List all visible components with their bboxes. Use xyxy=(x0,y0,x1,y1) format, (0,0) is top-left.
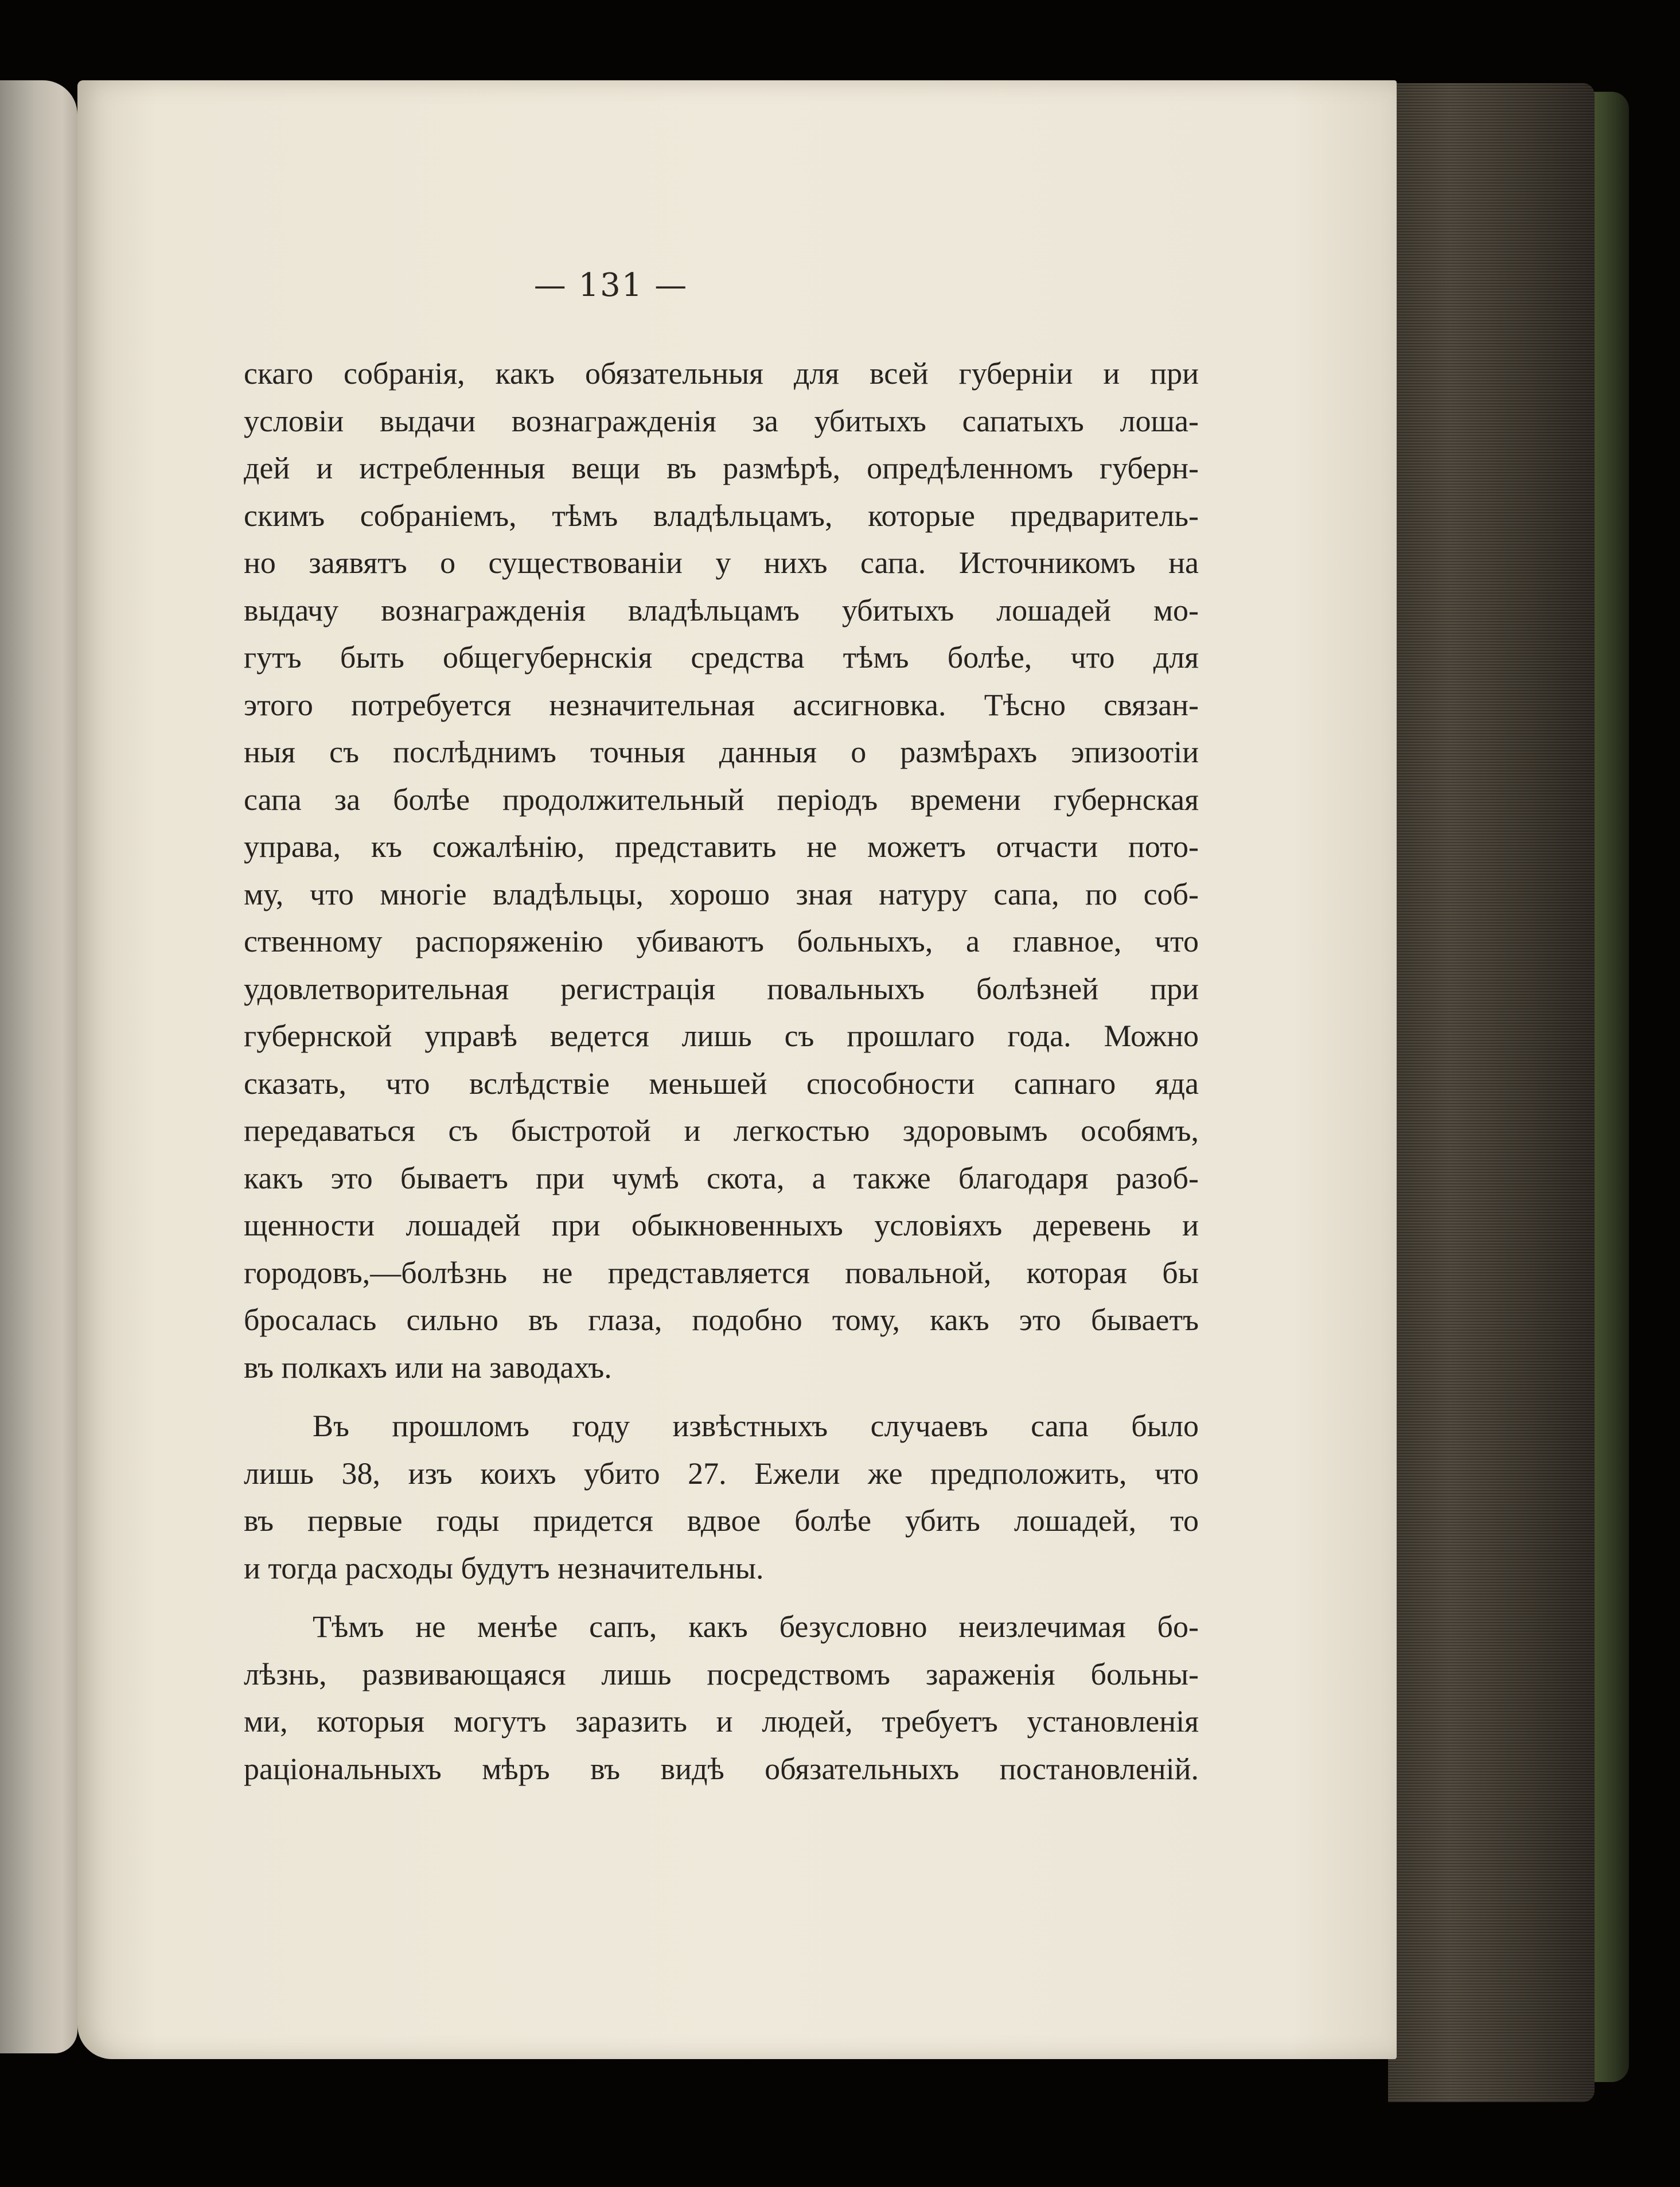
text-line: и тогда расходы будутъ незначительны. xyxy=(244,1550,764,1585)
text-line: этого потребуется незначительная ассигновка. Тѣсно связан- xyxy=(244,687,1199,722)
text-line: щенности лошадей при обыкновенныхъ условіяхъ деревень и xyxy=(244,1208,1199,1242)
text-line: лишь 38, изъ коихъ убито 27. Ежели же предположить, что xyxy=(244,1456,1199,1491)
text-line: губернской управѣ ведется лишь съ прошлаго года. Можно xyxy=(244,1019,1199,1053)
text-line: Тѣмъ не менѣе сапъ, какъ безусловно неизлечимая бо- xyxy=(313,1609,1199,1644)
text-line: городовъ,—болѣзнь не представляется повальной, которая бы xyxy=(244,1255,1199,1290)
text-line: скаго собранія, какъ обязательныя для всей губерніи и при xyxy=(244,356,1199,391)
text-line: сказать, что вслѣдствіе меньшей способности сапнаго яда xyxy=(244,1066,1199,1101)
paragraph-3 xyxy=(244,1603,1199,1792)
text-line: скимъ собраніемъ, тѣмъ владѣльцамъ, которые предваритель- xyxy=(244,498,1199,533)
text-line: удовлетворительная регистрація повальныхъ болѣзней при xyxy=(244,971,1199,1006)
text-line: Въ прошломъ году извѣстныхъ случаевъ сапа было xyxy=(313,1409,1199,1443)
text-line: ми, которыя могутъ заразить и людей, требуетъ установленія xyxy=(244,1704,1199,1738)
text-line: ственному распоряженію убиваютъ больныхъ, а главное, что xyxy=(244,924,1199,958)
text-line: лѣзнь, развивающаяся лишь посредствомъ зараженія больны- xyxy=(244,1656,1199,1691)
text-line: условіи выдачи вознагражденія за убитыхъ сапатыхъ лоша- xyxy=(244,403,1199,438)
text-line: но заявятъ о существованіи у нихъ сапа. Источникомъ на xyxy=(244,545,1199,580)
text-line: передаваться съ быстротой и легкостью здоровымъ особямъ, xyxy=(244,1113,1199,1148)
paragraph-1 xyxy=(244,350,1199,1391)
text-line: въ первые годы придется вдвое болѣе убить лошадей, то xyxy=(244,1503,1199,1538)
text-line: выдачу вознагражденія владѣльцамъ убитыхъ лошадей мо- xyxy=(244,592,1199,627)
previous-page-edge xyxy=(0,80,77,2053)
text-line: управа, къ сожалѣнію, представить не можетъ отчасти пото- xyxy=(244,829,1199,864)
text-line: му, что многіе владѣльцы, хорошо зная натуру сапа, по соб- xyxy=(244,876,1199,911)
text-line: бросалась сильно въ глаза, подобно тому, какъ это бываетъ xyxy=(244,1303,1199,1337)
text-line: сапа за болѣе продолжительный періодъ времени губернская xyxy=(244,782,1199,817)
text-line: какъ это бываетъ при чумѣ скота, а также благодаря разоб- xyxy=(244,1160,1199,1195)
text-line: дей и истребленныя вещи въ размѣрѣ, опредѣленномъ губерн- xyxy=(244,451,1199,485)
book-page xyxy=(77,80,1397,2059)
book-fore-edge xyxy=(1388,83,1595,2102)
page-number: — 131 — xyxy=(533,267,688,304)
text-line: ныя съ послѣднимъ точныя данныя о размѣрахъ эпизоотіи xyxy=(244,735,1199,769)
text-line: гутъ быть общегубернскія средства тѣмъ болѣе, что для xyxy=(244,640,1199,675)
page-body xyxy=(244,350,1199,1792)
text-line: раціональныхъ мѣръ въ видѣ обязательныхъ постановленій. xyxy=(244,1751,1199,1786)
text-line: въ полкахъ или на заводахъ. xyxy=(244,1350,612,1385)
paragraph-2 xyxy=(244,1402,1199,1592)
